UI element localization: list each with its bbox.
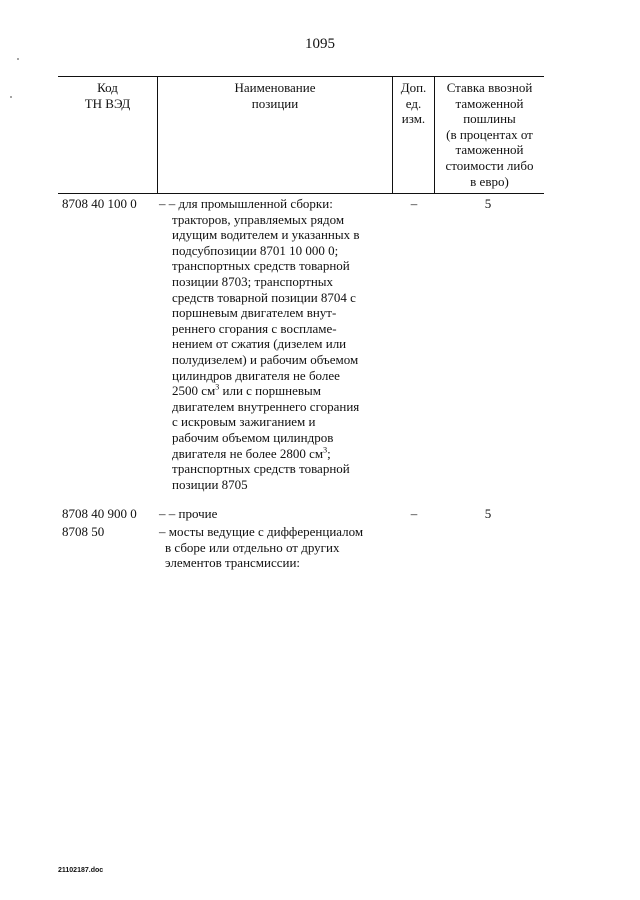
row-dash: – – — [159, 196, 176, 211]
row-name-text: или с поршневым — [219, 383, 321, 399]
row-dash: – — [159, 524, 166, 539]
superscript: 3 — [215, 382, 220, 392]
header-unit-line: Доп. — [400, 80, 427, 95]
row-name-text: 2500 см — [172, 383, 216, 399]
row-unit: – — [410, 506, 418, 521]
header-code — [58, 80, 157, 111]
row-name-line: прочие — [178, 506, 218, 521]
row-name — [159, 196, 389, 492]
row-name-line: с искровым зажиганием и — [172, 414, 316, 430]
header-rate-line: пошлины — [463, 111, 516, 127]
row-name-line: поршневым двигателем внут- — [172, 305, 337, 321]
header-rate-line: таможенной — [455, 142, 524, 158]
row-name-line: рабочим объемом цилиндров — [172, 429, 334, 445]
row-name-line: позиции 8703; транспортных — [172, 273, 334, 289]
row-dash: – – — [159, 506, 176, 521]
row-name-line: идущим водителем и указанных в — [172, 227, 360, 243]
header-rate — [435, 80, 544, 189]
row-code: 8708 40 900 0 — [62, 506, 137, 521]
row-name-line: двигателем внутреннего сгорания — [172, 398, 360, 414]
row-unit: – — [410, 196, 418, 211]
row-name-line — [172, 383, 389, 399]
row-name-line: транспортных средств товарной — [172, 461, 350, 477]
row-name-line: элементов трансмиссии: — [165, 555, 301, 571]
page-number: 1095 — [305, 36, 335, 52]
footer-filename: 21102187.doc — [58, 867, 104, 874]
superscript: 3 — [323, 445, 328, 455]
row-name-line: полудизелем) и рабочим объемом — [172, 351, 359, 367]
scan-speck — [10, 96, 12, 98]
header-name-line: позиции — [251, 95, 299, 111]
row-name-line: тракторов, управляемых рядом — [172, 211, 345, 227]
row-code: 8708 40 100 0 — [62, 196, 137, 211]
row-name-line: транспортных средств товарной — [172, 258, 350, 274]
table-header — [58, 76, 544, 194]
row-name-text: ; — [327, 445, 331, 461]
row-name-line: средств товарной позиции 8704 с — [172, 289, 356, 305]
row-name-text: двигателя не более 2800 см — [172, 445, 324, 461]
row-name-line: реннего сгорания с воспламе- — [172, 320, 337, 336]
header-rate-line: Ставка ввозной — [446, 80, 533, 95]
row-name-line: позиции 8705 — [172, 476, 248, 492]
header-rate-line: в евро) — [470, 173, 509, 189]
header-unit-line: изм. — [401, 111, 426, 127]
header-rate-line: (в процентах от — [446, 126, 533, 142]
row-name-line: подсубпозиции 8701 10 000 0; — [172, 242, 339, 258]
header-rate-line: стоимости либо — [445, 157, 534, 173]
row-name-line: нением от сжатия (дизелем или — [172, 336, 347, 352]
scan-speck — [17, 58, 19, 60]
header-code-line: ТН ВЭД — [84, 95, 131, 111]
row-name-line: мосты ведущие с дифференциалом — [168, 524, 364, 539]
row-rate: 5 — [484, 506, 492, 521]
row-rate: 5 — [484, 196, 492, 211]
header-rate-line: таможенной — [455, 95, 524, 111]
row-code: 8708 50 — [62, 524, 105, 539]
row-name-line: в сборе или отдельно от других — [165, 539, 340, 555]
row-name-line: цилиндров двигателя не более — [172, 367, 340, 383]
row-name — [159, 524, 389, 571]
header-code-line: Код — [97, 80, 118, 95]
header-unit — [393, 80, 434, 127]
header-name — [158, 80, 392, 111]
header-unit-line: ед. — [405, 95, 422, 111]
row-name-line: для промышленной сборки: — [178, 196, 333, 211]
row-name — [159, 506, 389, 522]
row-name-line — [172, 446, 389, 462]
header-name-line: Наименование — [234, 80, 316, 95]
tariff-table — [58, 76, 544, 571]
